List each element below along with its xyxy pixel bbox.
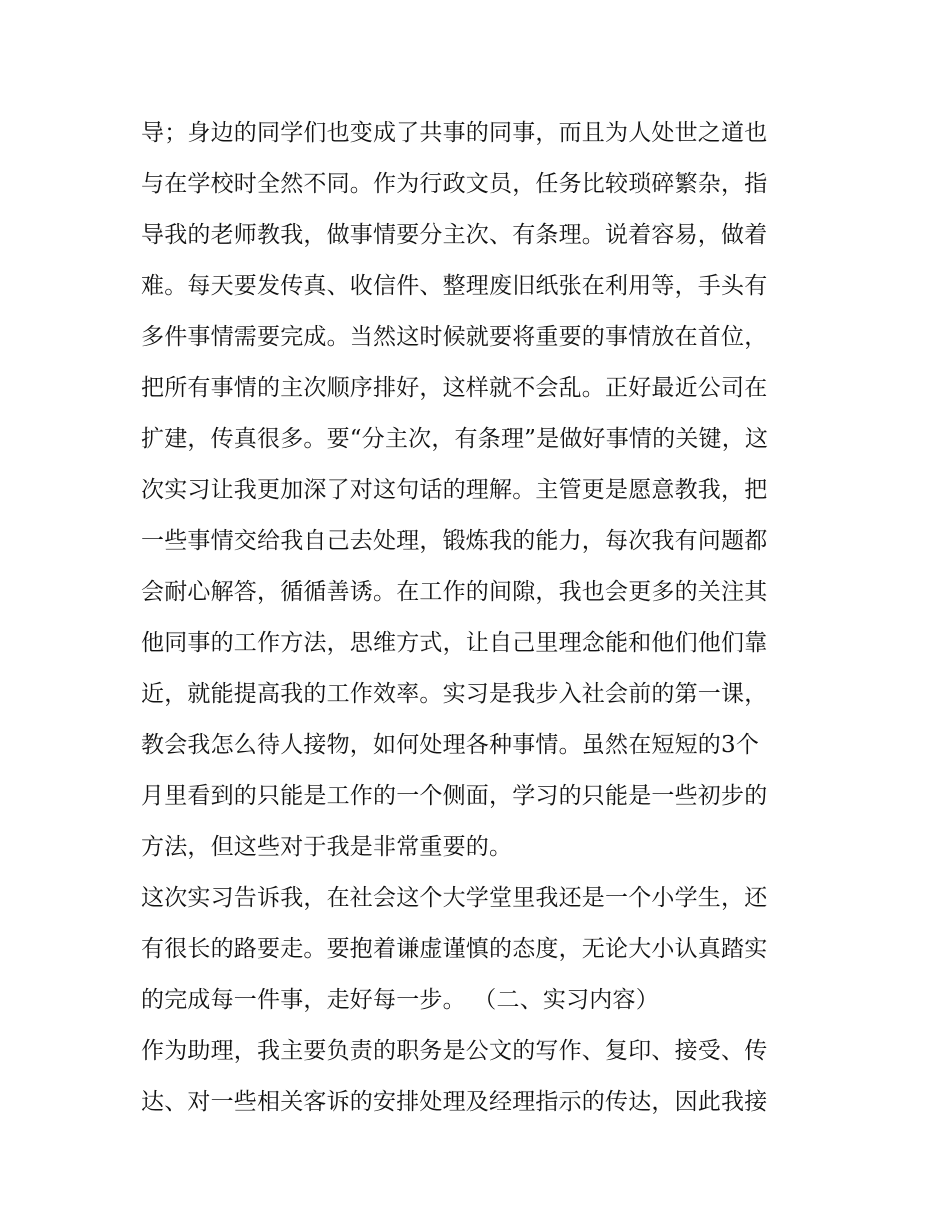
text-line: 多件事情需要完成。当然这时候就要将重要的事情放在首位，	[141, 324, 768, 350]
text-line: 把所有事情的主次顺序排好，这样就不会乱。正好最近公司在	[141, 375, 768, 401]
text-line: 的完成每一件事，走好每一步。 （二、实习内容）	[141, 987, 659, 1013]
text-line: 与在学校时全然不同。作为行政文员，任务比较琐碎繁杂，指	[141, 171, 768, 197]
text-line: 方法，但这些对于我是非常重要的。	[141, 834, 513, 860]
text-line: 会耐心解答，循循善诱。在工作的间隙，我也会更多的关注其	[141, 579, 768, 605]
text-line: 月里看到的只能是工作的一个侧面，学习的只能是一些初步的	[141, 783, 768, 809]
text-line: 作为助理，我主要负责的职务是公文的写作、复印、接受、传	[141, 1038, 768, 1064]
text-line: 难。每天要发传真、收信件、整理废旧纸张在利用等，手头有	[141, 273, 768, 299]
text-line: 近，就能提高我的工作效率。实习是我步入社会前的第一课，	[141, 681, 768, 707]
text-line: 导；身边的同学们也变成了共事的同事，而且为人处世之道也	[141, 120, 768, 146]
text-line: 教会我怎么待人接物，如何处理各种事情。虽然在短短的3个	[141, 732, 760, 758]
text-line: 达、对一些相关客诉的安排处理及经理指示的传达，因此我接	[141, 1089, 768, 1115]
text-line: 有很长的路要走。要抱着谦虚谨慎的态度，无论大小认真踏实	[141, 936, 768, 962]
text-line: 一些事情交给我自己去处理，锻炼我的能力，每次我有问题都	[141, 528, 768, 554]
text-line: 导我的老师教我，做事情要分主次、有条理。说着容易，做着	[141, 222, 768, 248]
text-line: 他同事的工作方法，思维方式，让自己里理念能和他们他们靠	[141, 630, 768, 656]
text-line: 这次实习告诉我，在社会这个大学堂里我还是一个小学生，还	[141, 885, 768, 911]
body-text	[141, 108, 821, 1128]
text-line: 扩建，传真很多。要“分主次，有条理”是做好事情的关键，这	[141, 426, 769, 452]
text-line: 次实习让我更加深了对这句话的理解。主管更是愿意教我，把	[141, 477, 768, 503]
